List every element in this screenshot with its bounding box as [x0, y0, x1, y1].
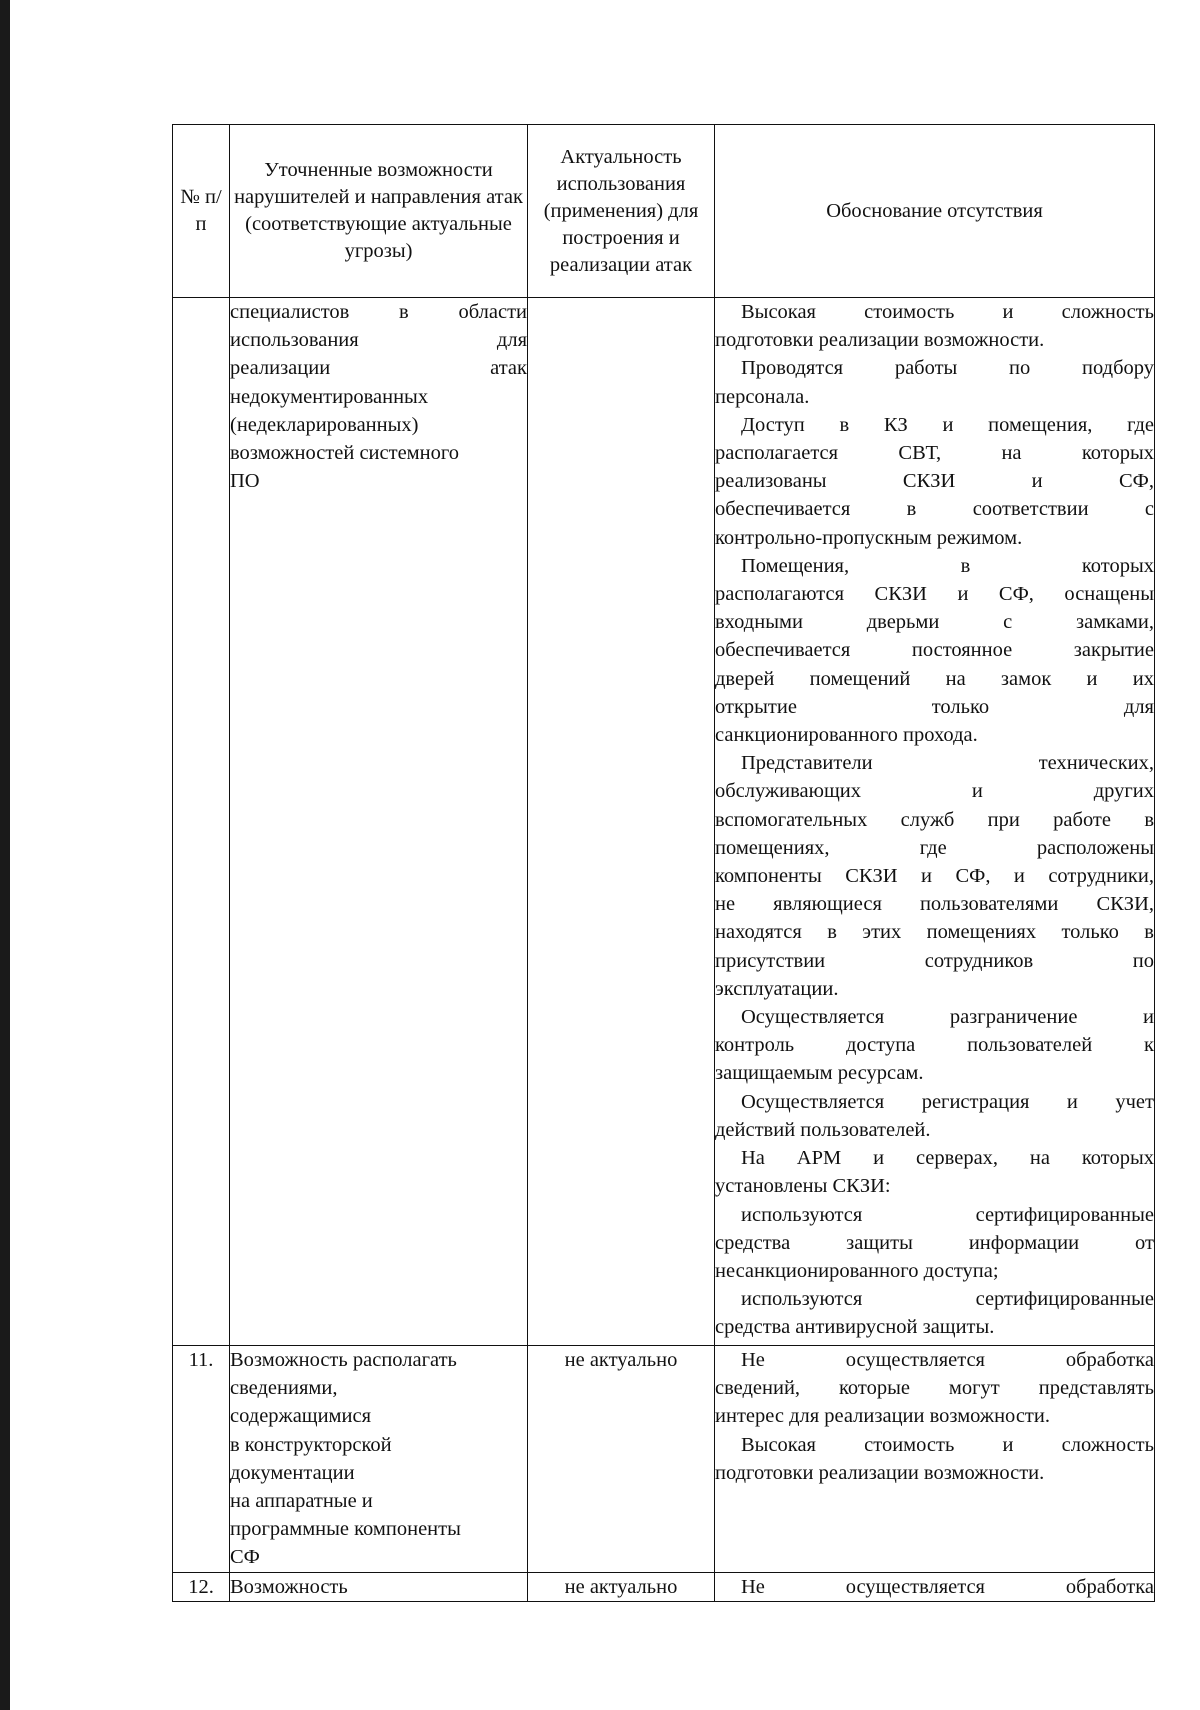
justification-line: Осуществляется регистрация и учет — [741, 1090, 1154, 1113]
justification-line: Высокая стоимость и сложность — [741, 1433, 1154, 1456]
justification-line: используются сертифицированные — [741, 1203, 1154, 1226]
capability-line: специалистов в области — [230, 301, 527, 323]
justification-paragraph — [715, 1201, 1154, 1286]
justification-paragraph — [715, 354, 1154, 410]
capability-line: недокументированных — [230, 385, 429, 408]
justification-line: интерес для реализации возможности. — [715, 1405, 1050, 1428]
justification-line: установлены СКЗИ: — [715, 1175, 891, 1198]
justification-paragraph — [715, 1285, 1154, 1341]
capability-cell — [230, 1346, 528, 1573]
capability-line: сведениями, — [230, 1377, 338, 1400]
justification-line: открытие только для — [715, 695, 1154, 718]
justification-line: На АРМ и серверах, на которых — [741, 1147, 1154, 1170]
justification-line: средства антивирусной защиты. — [715, 1316, 995, 1339]
header-relevance: Актуальность использования (применения) для построения и реализации атак — [528, 125, 715, 298]
header-capabilities: Уточненные возможности нарушителей и направления атак (соответствующие актуальные угрозы) — [230, 125, 528, 298]
capability-line: использования для — [230, 329, 527, 352]
justification-cell — [715, 1346, 1155, 1573]
justification-line: обслуживающих и других — [715, 780, 1154, 803]
capability-cell — [230, 1572, 528, 1601]
justification-line: присутствии сотрудников по — [715, 949, 1154, 972]
justification-line: персонала. — [715, 385, 810, 408]
capability-cell — [230, 298, 528, 1346]
justification-paragraph — [715, 1144, 1154, 1200]
justification-paragraph — [715, 1346, 1154, 1431]
relevance-cell — [528, 298, 715, 1346]
justification-line: Проводятся работы по подбору — [741, 357, 1154, 380]
justification-line: обеспечивается в соответствии с — [715, 498, 1154, 521]
capability-line: Возможность располагать — [230, 1349, 457, 1371]
justification-line: контрольно-пропускным режимом. — [715, 526, 1023, 549]
justification-cell — [715, 298, 1155, 1346]
table-row — [173, 1572, 1155, 1601]
justification-line: располагается СВТ, на которых — [715, 442, 1154, 465]
row-number: 11. — [173, 1346, 230, 1573]
capability-line: (недекларированных) — [230, 413, 419, 436]
justification-paragraph — [715, 1573, 1154, 1601]
relevance-cell: не актуально — [528, 1346, 715, 1573]
capability-line: возможностей системного — [230, 442, 460, 465]
justification-line: подготовки реализации возможности. — [715, 1461, 1045, 1484]
row-number: 12. — [173, 1572, 230, 1601]
justification-line: Представители технических, — [741, 752, 1154, 775]
justification-line: Высокая стоимость и сложность — [741, 301, 1154, 323]
capability-line: реализации атак — [230, 357, 527, 380]
justification-line: располагаются СКЗИ и СФ, оснащены — [715, 583, 1154, 606]
capability-line: содержащимися — [230, 1405, 372, 1428]
scan-edge — [0, 0, 10, 1710]
header-justification: Обоснование отсутствия — [715, 125, 1155, 298]
capability-line: ПО — [230, 470, 260, 493]
capability-line: Возможность — [230, 1575, 348, 1598]
justification-line: используются сертифицированные — [741, 1288, 1154, 1311]
justification-line: Осуществляется разграничение и — [741, 1006, 1154, 1029]
justification-paragraph — [715, 1003, 1154, 1088]
capability-line: документации — [230, 1461, 355, 1484]
justification-line: средства защиты информации от — [715, 1231, 1154, 1254]
justification-line: реализованы СКЗИ и СФ, — [715, 470, 1154, 493]
justification-paragraph — [715, 1431, 1154, 1487]
justification-line: Не осуществляется обработка — [741, 1349, 1154, 1371]
justification-line: обеспечивается постоянное закрытие — [715, 639, 1154, 662]
threat-capabilities-table — [172, 124, 1155, 1602]
justification-line: эксплуатации. — [715, 977, 839, 1000]
justification-line: сведений, которые могут представлять — [715, 1377, 1154, 1400]
justification-cell — [715, 1572, 1155, 1601]
justification-paragraph — [715, 749, 1154, 1003]
justification-line: дверей помещений на замок и их — [715, 667, 1154, 690]
relevance-cell: не актуально — [528, 1572, 715, 1601]
justification-line: находятся в этих помещениях только в — [715, 921, 1154, 944]
justification-paragraph — [715, 411, 1154, 552]
capability-line: на аппаратные и — [230, 1490, 373, 1513]
capability-line: СФ — [230, 1546, 260, 1569]
justification-paragraph — [715, 1088, 1154, 1144]
justification-paragraph — [715, 552, 1154, 749]
justification-line: компоненты СКЗИ и СФ, и сотрудники, — [715, 865, 1154, 888]
justification-line: вспомогательных служб при работе в — [715, 808, 1154, 831]
table-row — [173, 1346, 1155, 1573]
justification-line: не являющиеся пользователями СКЗИ, — [715, 893, 1154, 916]
row-number — [173, 298, 230, 1346]
justification-line: санкционированного прохода. — [715, 724, 978, 747]
justification-line: помещениях, где расположены — [715, 836, 1154, 859]
justification-line: подготовки реализации возможности. — [715, 329, 1045, 352]
justification-line: несанкционированного доступа; — [715, 1259, 999, 1282]
capability-line: программные компоненты — [230, 1518, 461, 1541]
justification-paragraph — [715, 298, 1154, 354]
capability-line: в конструкторской — [230, 1433, 392, 1456]
justification-line: Помещения, в которых — [741, 554, 1154, 577]
header-num: № п/п — [173, 125, 230, 298]
justification-line: Не осуществляется обработка — [741, 1575, 1154, 1598]
justification-line: Доступ в КЗ и помещения, где — [741, 413, 1154, 436]
justification-line: контроль доступа пользователей к — [715, 1034, 1154, 1057]
table-header-row — [173, 125, 1155, 298]
table-row — [173, 298, 1155, 1346]
justification-line: входными дверьми с замками, — [715, 611, 1154, 634]
justification-line: защищаемым ресурсам. — [715, 1062, 924, 1085]
justification-line: действий пользователей. — [715, 1118, 931, 1141]
